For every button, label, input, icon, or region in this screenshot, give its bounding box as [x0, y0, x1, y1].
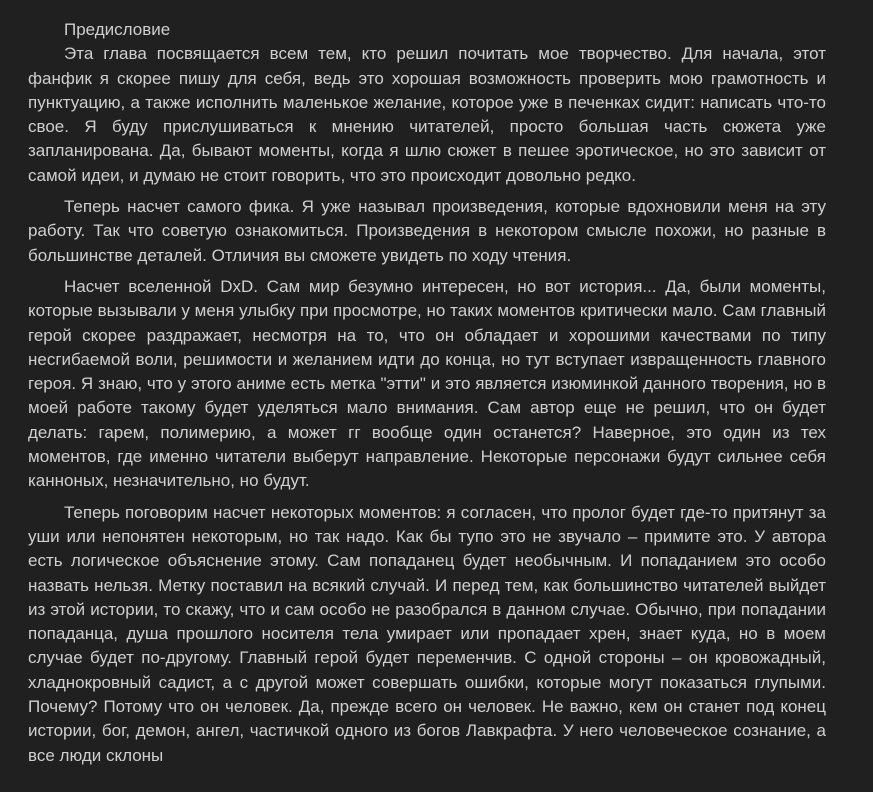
paragraph-fic: Теперь насчет самого фика. Я уже называл произведения, которые вдохновили меня на эту работу. Так что советую ознакомиться. Произведения в некотором смысле похожи, но разные в большинстве деталей. Отличия вы сможете увидеть по ходу чтения.	[28, 197, 826, 265]
paragraph-dedication: Эта глава посвящается всем тем, кто решил почитать мое творчество. Для начала, этот фанфик я скорее пишу для себя, ведь это хорошая возможность проверить мою грамотность и пунктуацию, а также исполнить маленькое желание, которое уже в печенках сидит: написать что-то свое. Я буду прислушиваться к мнению читателей, просто большая часть сюжета уже запланирована. Да, бывают моменты, когда я шлю сюжет в пешее эротическое, но это зависит от самой идеи, и думаю не стоит говорить, что это происходит довольно редко.	[28, 44, 826, 185]
chapter-heading: Предисловие	[64, 20, 171, 39]
paragraph-moments: Теперь поговорим насчет некоторых моментов: я согласен, что пролог будет где-то притянут за уши или непонятен некоторым, но так надо. Как бы тупо это не звучало – примите это. У автора есть логическое объяснение этому. Сам попаданец будет необычным. И попаданием это особо назвать нельзя. Метку поставил на всякий случай. И перед тем, как большинство читателей выйдет из этой истории, то скажу, что и сам особо не разобрался в данном случае. Обычно, при попадании попаданца, душа прошлого носителя тела умирает или пропадает хрен, знает куда, но в моем случае будет по-другому. Главный герой будет переменчив. С одной стороны – он кровожадный, хладнокровный садист, а с другой может совершать ошибки, которые могут показаться глупыми. Почему? Потому что он человек. Да, прежде всего он человек. Не важно, кем он станет под конец истории, бог, демон, ангел, частичкой одного из богов Лавкрафта. У него человеческое сознание, а все люди склоны	[28, 502, 826, 765]
paragraph-universe: Насчет вселенной DxD. Сам мир безумно интересен, но вот история... Да, были моменты, которые вызывали у меня улыбку при просмотре, но таких моментов критически мало. Сам главный герой скорее раздражает, несмотря на то, что он обладает и хорошими качествами по типу несгибаемой воли, решимости и желанием идти до конца, но тут вступает извращенность главного героя. Я знаю, что у этого аниме есть метка "этти" и это является изюминкой данного творения, но в моей работе такому будет уделяться мало внимания. Сам автор еще не решил, что он будет делать: гарем, полимерию, а может гг вообще один останется? Наверное, это один из тех моментов, где именно читатели выберут направление. Некоторые персонажи будут сильнее себя канноных, незначительно, но будут.	[28, 276, 826, 491]
